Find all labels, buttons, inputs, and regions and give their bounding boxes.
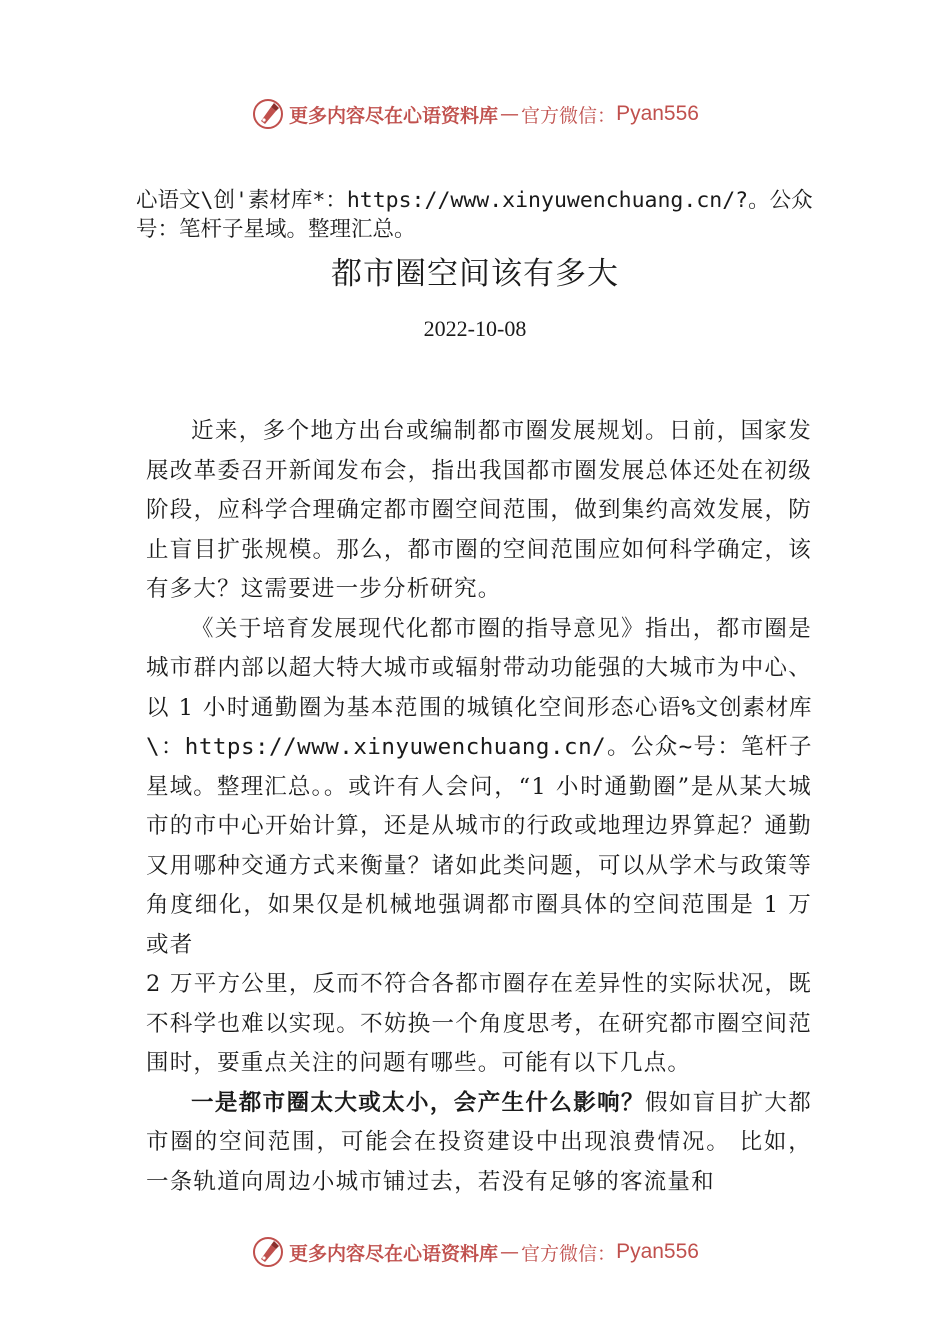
paragraph-2-part-b: 。或许有人会问，“1 小时通勤圈”是从某大城市的市中心开始计算，还是从城市的行政或地理边界算起？通勤又用哪种交通方式来衡量？诸如此类问题，可以从学术与政策等角度细化，如果仅是机械地强调都市圈具体的空间范围是 1 万或者 [146, 773, 812, 958]
banner-wechat-label: 官方微信： [521, 104, 617, 127]
source-note: 心语文\创'素材库*：https://www.xinyuwenchuang.cn/?。公众号：笔杆子星域。整理汇总。 [136, 188, 813, 242]
pen-nib-logo-icon [251, 1235, 285, 1269]
paragraph-4-emphasis: 一是都市圈太大或太小，会产生什么影响？ [191, 1089, 645, 1116]
banner-brand-text: 更多内容尽在心语资料库 [289, 1242, 499, 1265]
header-banner [0, 94, 950, 134]
banner-dash: — [500, 103, 520, 125]
paragraph-2-watermark: 心语%文创素材库\：https://www.xinyuwenchuang.cn/。公众~号：笔杆子星域。整理汇总。 [146, 694, 812, 800]
banner-wechat-id: Pyan556 [616, 102, 699, 125]
banner-wechat-id: Pyan556 [616, 1240, 699, 1263]
paragraph-4-rest: 假如盲目扩大都市圈的空间范围，可能会在投资建设中出现浪费情况。 比如，一条轨道向周边小城市铺过去，若没有足够的客流量和 [146, 1089, 812, 1195]
paragraph-2-part-a: 《关于培育发展现代化都市圈的指导意见》指出，都市圈是城市群内部以超大特大城市或辐射带动功能强的大城市为中心、以 1 小时通勤圈为基本范围的城镇化空间形态 [146, 615, 812, 721]
publish-date: 2022-10-08 [423, 316, 527, 341]
page-title: 都市圈空间该有多大 [331, 256, 619, 292]
banner-dash: — [500, 1241, 520, 1263]
banner-wechat-label: 官方微信： [521, 1242, 617, 1265]
banner-brand-text: 更多内容尽在心语资料库 [289, 104, 499, 127]
pen-nib-logo-icon [251, 97, 285, 131]
paragraph-4 [146, 1084, 812, 1203]
footer-banner [0, 1232, 950, 1272]
paragraph-3: 2 万平方公里，反而不符合各都市圈存在差异性的实际状况，既不科学也难以实现。不妨换一个角度思考，在研究都市圈空间范围时，要重点关注的问题有哪些。可能有以下几点。 [146, 971, 812, 1076]
paragraph-1: 近来，多个地方出台或编制都市圈发展规划。日前，国家发展改革委召开新闻发布会，指出我国都市圈发展总体还处在初级阶段，应科学合理确定都市圈空间范围，做到集约高效发展，防止盲目扩张规模。那么，都市圈的空间范围应如何科学确定，该有多大？这需要进一步分析研究。 [146, 418, 812, 602]
article-body [146, 412, 812, 1202]
paragraph-2 [146, 610, 812, 966]
